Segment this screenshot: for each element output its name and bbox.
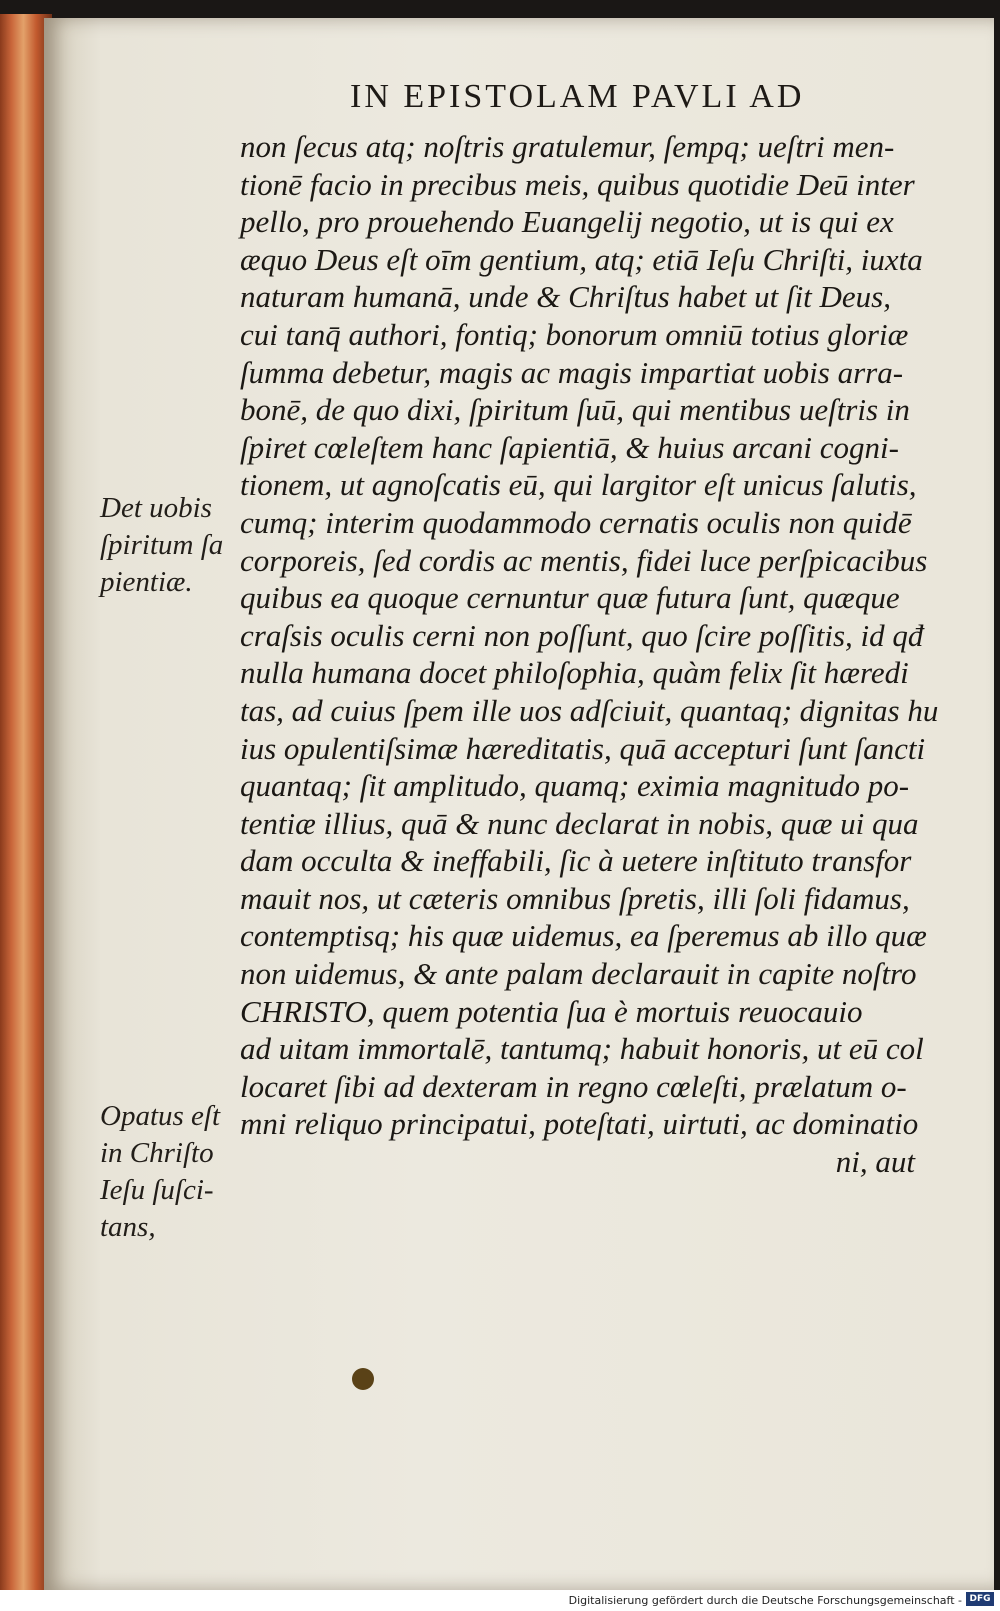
text-line: naturam humanā, unde & Chriſtus habet ut ſit Deus,: [240, 279, 891, 315]
catchword-line: ni, aut: [835, 1144, 915, 1180]
text-line: bonē, de quo dixi, ſpiritum ſuū, qui mentibus ueſtris in: [240, 392, 910, 428]
text-line: mni reliquo principatui, poteſtati, uirtuti, ac dominatio: [240, 1106, 919, 1142]
marginal-line: ſpiritum ſa: [100, 529, 224, 561]
ink-stain: [352, 1368, 374, 1390]
footer-credit: Digitalisierung gefördert durch die Deutsche Forschungsgemeinschaft -: [568, 1594, 962, 1607]
marginal-line: Ieſu ſuſci-: [100, 1174, 214, 1206]
text-line: ad uitam immortalē, tantumq; habuit honoris, ut eū col: [240, 1031, 924, 1067]
marginal-line: pientiæ.: [100, 566, 193, 598]
marginal-line: tans,: [100, 1211, 156, 1243]
marginal-note-1: [100, 490, 245, 601]
marginal-line: in Chriſto: [100, 1137, 214, 1169]
text-line: CHRISTO, quem potentia ſua è mortuis reuocauio: [240, 993, 863, 1029]
dfg-logo: DFG: [966, 1592, 994, 1606]
text-line: tionē facio in precibus meis, quibus quotidie Deū inter: [240, 166, 915, 202]
text-line: nulla humana docet philoſophia, quàm felix ſit hæredi: [240, 655, 909, 691]
text-line: tas, ad cuius ſpem ille uos adſciuit, quantaq; dignitas hu: [240, 692, 939, 728]
text-line: æquo Deus eſt oīm gentium, atq; etiā Ieſu Chriſti, iuxta: [240, 241, 923, 277]
text-line: tentiæ illius, quā & nunc declarat in nobis, quæ ui qua: [240, 805, 919, 841]
running-head: IN EPISTOLAM PAVLI AD: [350, 78, 805, 115]
text-line: contemptisq; his quæ uidemus, ea ſperemus ab illo quæ: [240, 918, 927, 954]
text-line: quibus ea quoque cernuntur quæ futura ſunt, quæque: [240, 580, 900, 616]
text-line: locaret ſibi ad dexteram in regno cœleſti, prælatum o-: [240, 1068, 907, 1104]
text-line: quantaq; ſit amplitudo, quamq; eximia magnitudo po-: [240, 768, 910, 804]
text-line: ſumma debetur, magis ac magis impartiat uobis arra-: [240, 354, 904, 390]
body-text: [240, 128, 939, 1181]
text-line: ius opulentiſsimæ hæreditatis, quā accepturi ſunt ſancti: [240, 730, 926, 766]
text-line: dam occulta & ineffabili, ſic à uetere inſtituto transfor: [240, 843, 912, 879]
text-line: cui tanq̄ authori, fontiq; bonorum omniū totius gloriæ: [240, 316, 909, 352]
text-line: cumq; interim quodammodo cernatis oculis non quidē: [240, 504, 912, 540]
text-line: mauit nos, ut cæteris omnibus ſpretis, illi ſoli fidamus,: [240, 880, 910, 916]
text-line: non ſecus atq; noſtris gratulemur, ſempq; ueſtri men-: [240, 129, 895, 164]
marginal-note-2: [100, 1098, 245, 1246]
marginal-line: Opatus eſt: [100, 1100, 221, 1132]
marginal-line: Det uobis: [100, 492, 212, 524]
text-line: pello, pro prouehendo Euangelij negotio, ut is qui ex: [240, 204, 894, 240]
text-line: corporeis, ſed cordis ac mentis, fidei luce perſpicacibus: [240, 542, 928, 578]
text-line: non uidemus, & ante palam declarauit in capite noſtro: [240, 956, 917, 992]
text-line: craſsis oculis cerni non poſſunt, quo ſcire poſſitis, id qđ: [240, 617, 924, 653]
text-line: ſpiret cœleſtem hanc ſapientiā, & huius arcani cogni-: [240, 429, 899, 465]
text-line: tionem, ut agnoſcatis eū, qui largitor eſt unicus ſalutis,: [240, 467, 917, 503]
